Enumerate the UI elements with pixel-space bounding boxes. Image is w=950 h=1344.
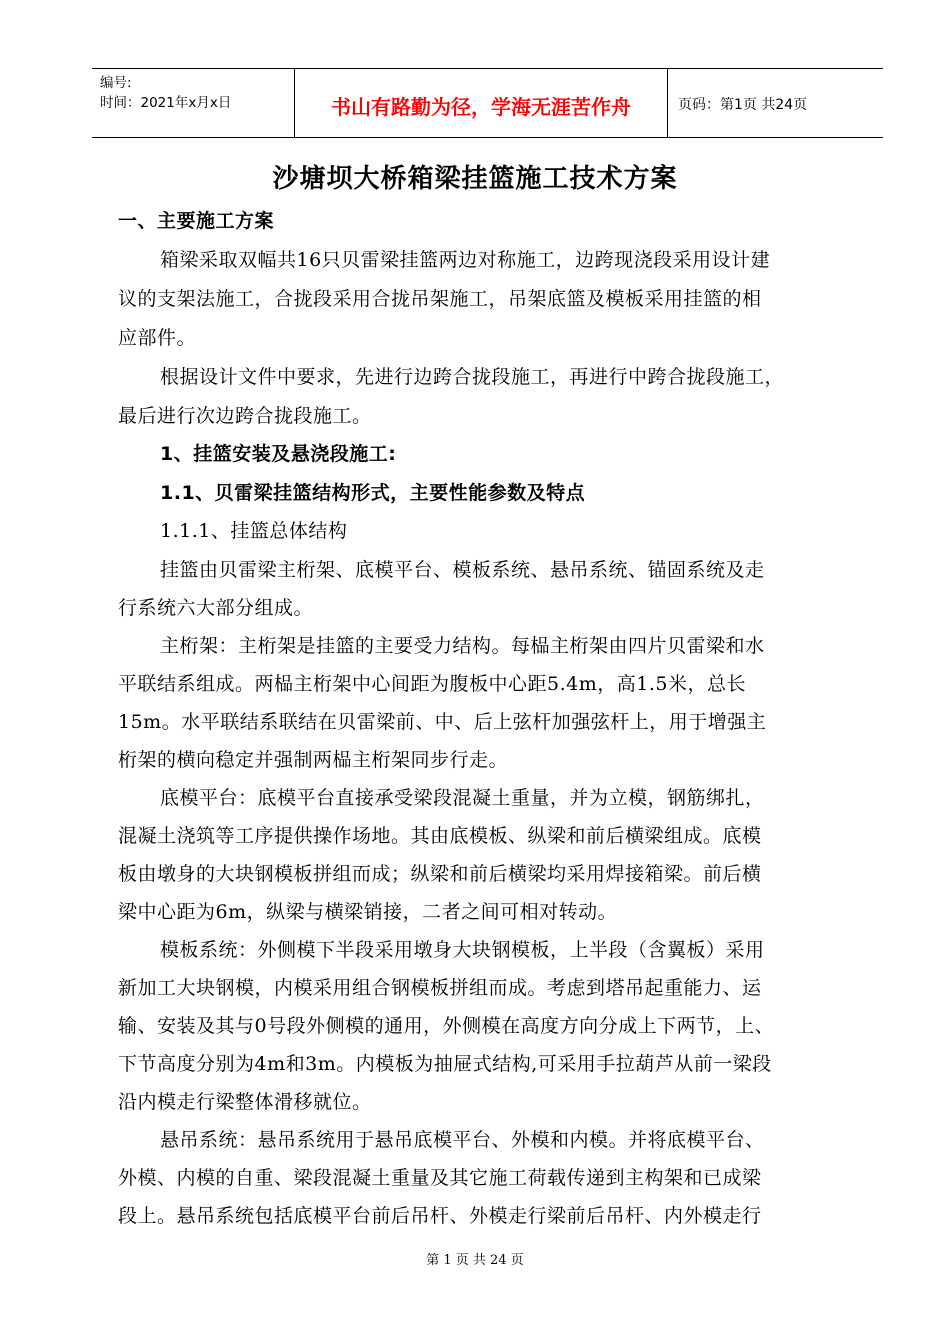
header-motto-cell xyxy=(295,69,668,137)
paragraph-line: 挂篮由贝雷梁主桁架、底模平台、模板系统、悬吊系统、锚固系统及走 xyxy=(160,559,765,581)
paragraph-line: 沿内模走行梁整体滑移就位。 xyxy=(118,1091,372,1113)
paragraph-line: 混凝土浇筑等工序提供操作场地。其由底模板、纵梁和前后横梁组成。底模 xyxy=(118,825,762,847)
paragraph-line: 15m。水平联结系联结在贝雷梁前、中、后上弦杆加强弦杆上，用于增强主 xyxy=(118,711,767,733)
subsection-heading: 1.1.1、挂篮总体结构 xyxy=(160,520,348,542)
serial-label: 编号: xyxy=(100,75,132,91)
paragraph-line: 最后进行次边跨合拢段施工。 xyxy=(118,405,372,427)
paragraph-line: 议的支架法施工，合拢段采用合拢吊架施工，吊架底篮及模板采用挂篮的相 xyxy=(118,288,762,310)
section-heading: 一、主要施工方案 xyxy=(118,210,275,232)
paragraph-line: 桁架的横向稳定并强制两榀主桁架同步行走。 xyxy=(118,749,509,771)
paragraph-line: 行系统六大部分组成。 xyxy=(118,597,314,619)
paragraph-line: 下节高度分别为4m和3m。内模板为抽屉式结构,可采用手拉葫芦从前一梁段 xyxy=(118,1053,772,1075)
motto-text: 书山有路勤为径，学海无涯苦作舟 xyxy=(331,95,631,119)
subsection-heading: 1.1、贝雷梁挂篮结构形式，主要性能参数及特点 xyxy=(160,482,586,504)
paragraph-line: 板由墩身的大块钢模板拼组而成；纵梁和前后横梁均采用焊接箱梁。前后横 xyxy=(118,863,762,885)
header-table xyxy=(92,68,883,138)
paragraph-line: 梁中心距为6m，纵梁与横梁销接，二者之间可相对转动。 xyxy=(118,901,618,923)
paragraph-line: 新加工大块钢模，内模采用组合钢模板拼组而成。考虑到塔吊起重能力、运 xyxy=(118,977,762,999)
subsection-heading: 1、挂篮安装及悬浇段施工: xyxy=(160,443,397,465)
paragraph-line: 应部件。 xyxy=(118,327,197,349)
paragraph-line: 主桁架：主桁架是挂篮的主要受力结构。每榀主桁架由四片贝雷梁和水 xyxy=(160,635,765,657)
paragraph-line: 悬吊系统：悬吊系统用于悬吊底模平台、外模和内模。并将底模平台、 xyxy=(160,1129,765,1151)
paragraph-line: 平联结系组成。两榀主桁架中心间距为腹板中心距5.4m，高1.5米，总长 xyxy=(118,673,746,695)
page-footer: 第 1 页 共 24 页 xyxy=(426,1253,524,1268)
time-label: 时间：2021年x月x日 xyxy=(100,95,232,111)
header-page-cell xyxy=(668,69,883,137)
paragraph-line: 模板系统：外侧模下半段采用墩身大块钢模板，上半段（含翼板）采用 xyxy=(160,939,765,961)
paragraph-line: 底模平台：底模平台直接承受梁段混凝土重量，并为立模，钢筋绑扎， xyxy=(160,787,765,809)
paragraph-line: 段上。悬吊系统包括底模平台前后吊杆、外模走行梁前后吊杆、内外模走行 xyxy=(118,1205,762,1227)
paragraph-line: 根据设计文件中要求，先进行边跨合拢段施工，再进行中跨合拢段施工， xyxy=(160,366,785,388)
paragraph-line: 外模、内模的自重、梁段混凝土重量及其它施工荷载传递到主构架和已成梁 xyxy=(118,1167,762,1189)
document-title: 沙塘坝大桥箱梁挂篮施工技术方案 xyxy=(272,164,678,194)
page-info: 页码：第1页 共24页 xyxy=(678,97,808,113)
paragraph-line: 箱梁采取双幅共16只贝雷梁挂篮两边对称施工，边跨现浇段采用设计建 xyxy=(160,249,771,271)
header-left-cell xyxy=(92,69,295,137)
paragraph-line: 输、安装及其与0号段外侧模的通用，外侧模在高度方向分成上下两节，上、 xyxy=(118,1015,775,1037)
